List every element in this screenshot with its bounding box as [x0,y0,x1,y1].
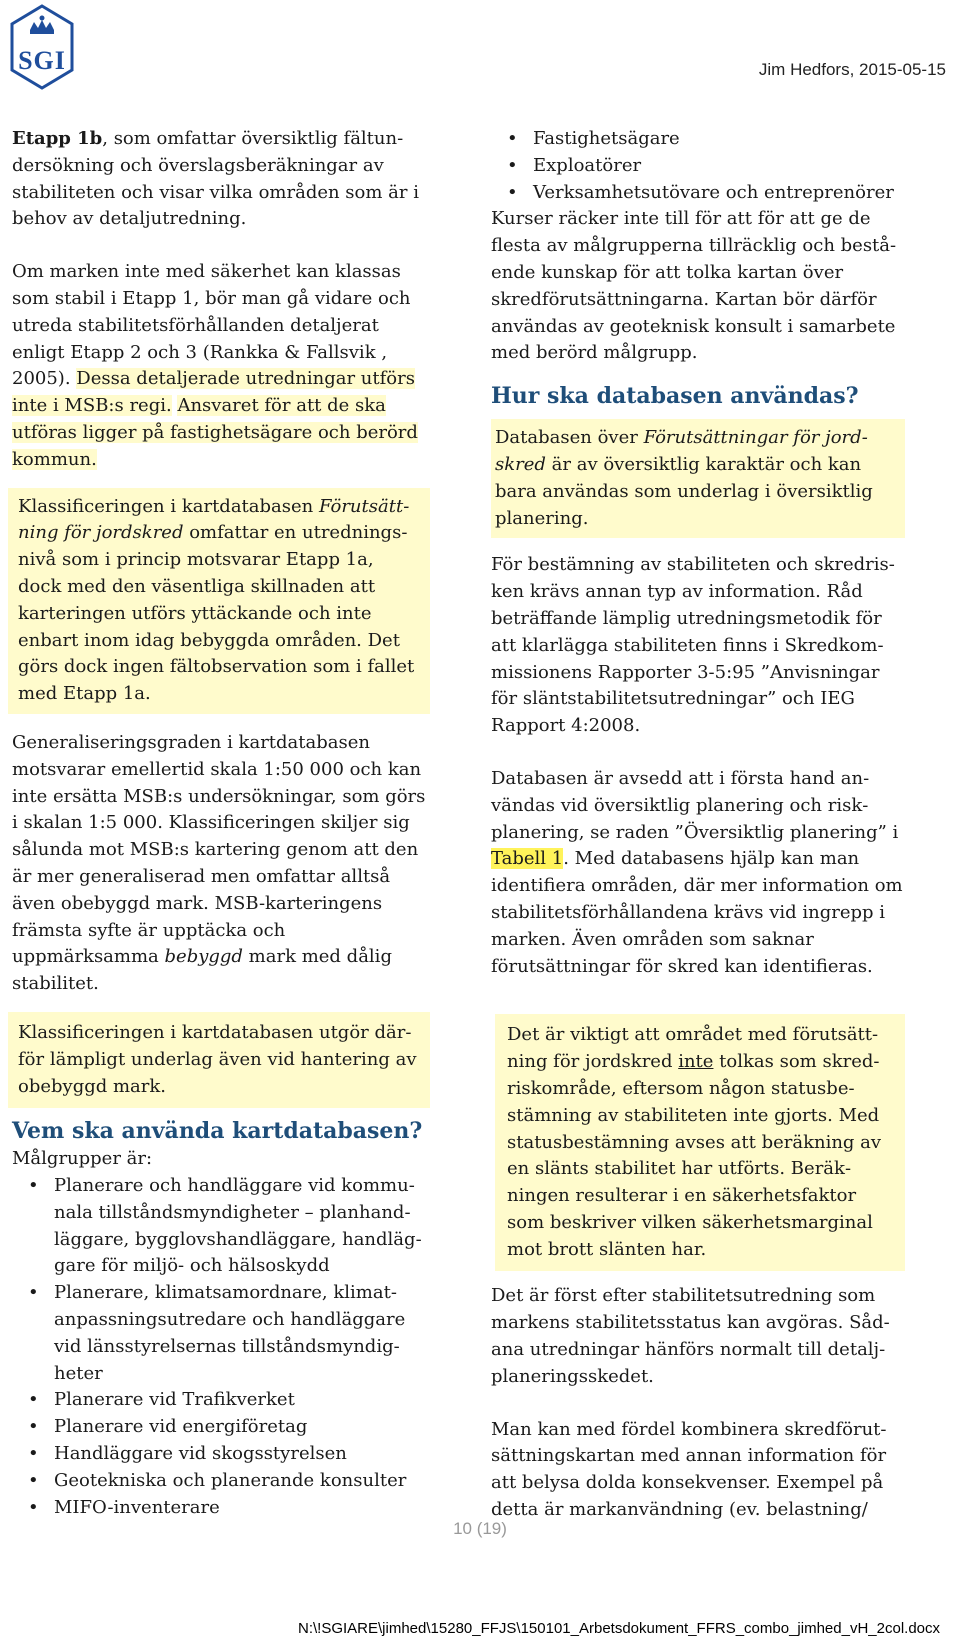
left-column [12,126,432,1521]
right-column [491,126,905,1524]
paragraph-stabilitetsutredning: Det är först efter stabilitetsutredning som markens stabilitetsstatus kan avgöras. Sådana utredningar hänförs normalt till detaljplaneringsskedet. [491,1285,890,1387]
heading-vem-ska-anvanda: Vem ska använda kartdatabasen? [12,1118,423,1145]
table-reference[interactable]: Tabell 1 [491,848,564,870]
sgi-logo [6,2,78,92]
highlight-box-klassificering: Klassificeringen i kartdatabasen Förutsättning för jordskred omfattar en utredningsnivå som i princip motsvarar Etapp 1a, dock med den väsentliga skillnaden att karteringen utförs yttäckande och inte enbart inom idag bebyggda områden. Det görs dock ingen fältobservation som i fallet med Etapp 1a. [8,488,430,714]
highlight-box-viktigt: Det är viktigt att området med förutsättning för jordskred inte tolkas som skredriskområde, eftersom någon statusbestämning av stabiliteten inte gjorts. Med statusbestämning avses att beräkning av en slänts stabilitet har utförts. Beräkningen resulterar i en säkerhetsfaktor som beskriver vilken säkerhetsmarginal mot brott slänten har. [495,1014,905,1271]
targets-intro: Målgrupper är: [12,1148,153,1170]
paragraph-databasen-avsedd: Databasen är avsedd att i första hand användas vid översiktlig planering och riskplanering, se raden ”Översiktlig planering” i Tabell 1. Med databasens hjälp kan man identifiera områden, där mer information om stabilitetsförhållandena krävs vid ingrepp i marken. Även områden som saknar förutsättningar för skred kan identifieras. [491,767,903,977]
logo-text: SGI [18,46,66,75]
file-path: N:\!SGIARE\jimhed\15280_FFJS\150101_Arbetsdokument_FFRS_combo_jimhed_vH_2col.docx [298,1620,940,1637]
page-number: 10 (19) [453,1519,507,1538]
highlight-box-databasen: Databasen över Förutsättningar för jordskred är av översiktlig karaktär och kan bara användas som underlag i översiktlig planering. [491,419,905,538]
list-item: • Exploatörer [491,153,905,180]
list-item: • MIFO-inventerare [12,1495,432,1522]
list-item: • Planerare vid energiföretag [12,1414,432,1441]
highlight-box-obebyggd: Klassificeringen i kartdatabasen utgör därför lämpligt underlag även vid hantering av obebyggd mark. [8,1012,430,1108]
list-item: • Planerare och handläggare vid kommunala tillståndsmyndigheter – planhandläggare, bygglovshandläggare, handläggare för miljö- och hälsoskydd [12,1173,432,1280]
list-item: • Geotekniska och planerande konsulter [12,1468,432,1495]
list-item: • Planerare vid Trafikverket [12,1387,432,1414]
list-item: • Handläggare vid skogsstyrelsen [12,1441,432,1468]
paragraph-etapp-1b: Etapp 1b, som omfattar översiktlig fältundersökning och överslagsberäkningar av stabiliteten och visar vilka områden som är i behov av detaljutredning. [12,128,419,230]
paragraph-om-marken: Om marken inte med säkerhet kan klassas som stabil i Etapp 1, bör man gå vidare och utreda stabilitetsförhållanden detaljerat enligt Etapp 2 och 3 (Rankka & Fallsvik , 2005). Dessa detaljerade utredningar utförs inte i MSB:s regi. Ansvaret för att de ska utföras ligger på fastighetsägare och berörd kommun. [12,261,418,470]
paragraph-generalisering: Generaliseringsgraden i kartdatabasen motsvarar emellertid skala 1:50 000 och kan inte ersätta MSB:s undersökningar, som görs i skalan 1:5 000. Klassificeringen skiljer sig sålunda mot MSB:s kartering genom att den är mer generaliserad men omfattar alltså även obebyggd mark. MSB-karteringens främsta syfte är upptäcka och uppmärksamma bebyggd mark med dålig stabilitet. [12,731,426,995]
list-item: • Fastighetsägare [491,126,905,153]
list-item: • Planerare, klimatsamordnare, klimatanpassningsutredare och handläggare vid länsstyrelsernas tillståndsmyndigheter [12,1280,432,1387]
targets-list-right [491,126,905,206]
paragraph-kombinera: Man kan med fördel kombinera skredförutsättningskartan med annan information för att belysa dolda konsekvenser. Exempel på detta är markanvändning (ev. belastning/ [491,1418,887,1521]
heading-hur-ska-databasen: Hur ska databasen användas? [491,383,859,410]
targets-list-left [12,1173,432,1521]
paragraph-kurser: Kurser räcker inte till för att för att ge de flesta av målgrupperna tillräcklig och bestående kunskap för att tolka kartan över skredförutsättningarna. Kartan bör därför användas av geoteknisk konsult i samarbete med berörd målgrupp. [491,208,897,364]
paragraph-bestamning: För bestämning av stabiliteten och skredrisken krävs annan typ av information. Råd beträffande lämplig utredningsmetodik för att klarlägga stabiliteten finns i Skredkommissionens Rapporter 3-5:95 ”Anvisningar för släntstabilitetsutredningar” och IEG Rapport 4:2008. [491,554,895,737]
list-item: • Verksamhetsutövare och entreprenörer [491,180,905,207]
author-date: Jim Hedfors, 2015-05-15 [758,60,946,79]
